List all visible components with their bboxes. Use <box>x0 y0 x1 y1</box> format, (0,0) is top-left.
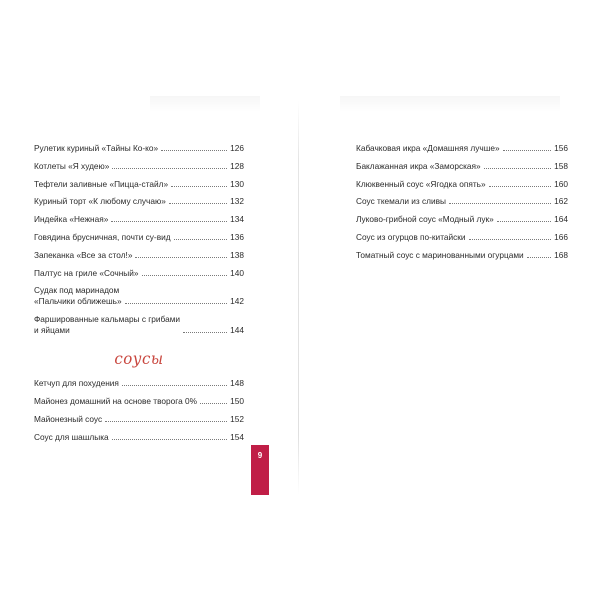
toc-entry[interactable] <box>34 250 244 261</box>
toc-entry-page-number: 166 <box>554 231 568 242</box>
toc-entry-title <box>356 196 446 207</box>
page-number-tab: 9 <box>251 445 269 495</box>
toc-entry-title-line: Майонезный соус <box>34 413 103 424</box>
toc-entry-title-line: Тефтели заливные «Пицца-стайл» <box>34 178 169 189</box>
toc-entry[interactable] <box>34 414 244 425</box>
toc-entry-title <box>34 179 168 190</box>
toc-entry-title-line: Говядина брусничная, почти су-вид <box>34 231 171 242</box>
toc-entry-page-number: 134 <box>230 214 244 225</box>
toc-entry-title <box>34 232 171 243</box>
toc-entry-title <box>34 314 180 336</box>
toc-entry-title-line: «Пальчики оближешь» <box>34 296 122 307</box>
toc-leader-dots <box>469 238 551 240</box>
toc-entry-page-number: 142 <box>230 296 244 307</box>
toc-leader-dots <box>169 202 227 204</box>
toc-entry-page-number: 162 <box>554 196 568 207</box>
toc-entry-title-line: Майонез домашний на основе творога 0% <box>34 395 197 406</box>
toc-entry-title <box>34 414 102 425</box>
toc-entry[interactable] <box>34 232 244 243</box>
toc-leader-dots <box>112 438 227 440</box>
toc-entry-page-number: 168 <box>554 249 568 260</box>
toc-entry-title-line: Кабачковая икра «Домашняя лучше» <box>356 143 500 153</box>
toc-leader-dots <box>125 302 227 304</box>
toc-leader-dots <box>497 220 551 222</box>
toc-entry[interactable] <box>34 268 244 279</box>
toc-leader-dots <box>142 274 227 276</box>
toc-entry-title-line: Баклажанная икра «Заморская» <box>356 160 481 171</box>
toc-entry[interactable] <box>356 214 568 225</box>
toc-entry-page-number: 132 <box>230 196 244 207</box>
toc-leader-dots <box>200 402 227 404</box>
toc-entry[interactable] <box>356 161 568 172</box>
toc-leader-dots <box>105 420 227 422</box>
toc-entry-title <box>34 432 109 443</box>
toc-entry-title <box>34 250 132 261</box>
toc-entry-page-number: 158 <box>554 160 568 171</box>
toc-entry-page-number: 152 <box>230 413 244 424</box>
toc-right-column <box>356 143 568 268</box>
toc-entry-title <box>34 196 166 207</box>
toc-leader-dots <box>489 185 551 187</box>
toc-leader-dots <box>122 384 227 386</box>
toc-entry-title <box>34 285 122 307</box>
toc-entry-title-line: Клюквенный соус «Ягодка опять» <box>356 178 486 189</box>
toc-entry-page-number: 156 <box>554 143 568 153</box>
toc-entry[interactable] <box>34 396 244 407</box>
toc-entry-title <box>356 161 481 172</box>
toc-entry-page-number: 126 <box>230 143 244 153</box>
toc-leader-dots <box>171 185 227 187</box>
toc-entry[interactable] <box>356 179 568 190</box>
toc-leader-dots <box>449 202 551 204</box>
toc-entry[interactable] <box>34 285 244 307</box>
toc-entry[interactable] <box>34 196 244 207</box>
toc-leader-dots <box>174 238 227 240</box>
toc-entry[interactable] <box>34 314 244 336</box>
toc-entry[interactable] <box>356 143 568 154</box>
toc-entry-title <box>356 214 494 225</box>
toc-entry-title-line: Томатный соус с маринованными огурцами <box>356 249 524 260</box>
toc-list-main-dishes <box>34 143 244 336</box>
toc-leader-dots <box>527 256 551 258</box>
toc-entry[interactable] <box>34 214 244 225</box>
toc-entry[interactable] <box>356 196 568 207</box>
toc-entry-title-line: Котлеты «Я худею» <box>34 160 110 171</box>
toc-entry-title-line: Соус из огурцов по-китайски <box>356 231 466 242</box>
toc-entry-title-line: Палтус на гриле «Сочный» <box>34 267 139 278</box>
toc-entry[interactable] <box>34 161 244 172</box>
toc-entry-title-line: Соус ткемали из сливы <box>356 196 446 207</box>
header-band-left <box>150 96 260 112</box>
toc-leader-dots <box>111 220 227 222</box>
toc-entry-page-number: 138 <box>230 249 244 260</box>
toc-entry-page-number: 154 <box>230 431 244 442</box>
toc-entry-page-number: 164 <box>554 214 568 225</box>
toc-entry-title <box>34 214 108 225</box>
section-heading-sauces: соусы <box>114 349 164 369</box>
toc-entry[interactable] <box>34 378 244 389</box>
toc-entry-title-line: Кетчуп для похудения <box>34 378 119 389</box>
toc-leader-dots <box>135 256 227 258</box>
toc-entry-title-line: и яйцами <box>34 325 70 336</box>
toc-entry-page-number: 148 <box>230 378 244 389</box>
toc-entry-title <box>356 179 486 190</box>
toc-entry-page-number: 130 <box>230 178 244 189</box>
toc-entry-title-line: Индейка «Нежная» <box>34 214 109 225</box>
toc-entry-title-line: Рулетик куриный «Тайны Ко-ко» <box>34 143 159 153</box>
toc-leader-dots <box>112 167 227 169</box>
toc-entry[interactable] <box>34 432 244 443</box>
header-band-right <box>340 96 560 112</box>
toc-entry-page-number: 144 <box>230 325 244 336</box>
toc-entry-title-line: Фаршированные кальмары с грибами <box>34 314 181 325</box>
toc-entry-title <box>34 268 139 279</box>
toc-list-sauces-continued <box>356 143 568 261</box>
toc-entry-title <box>356 232 466 243</box>
toc-leader-dots <box>161 149 227 151</box>
toc-entry-title-line: Запеканка «Все за стол!» <box>34 249 133 260</box>
toc-entry-page-number: 136 <box>230 231 244 242</box>
toc-leader-dots <box>183 331 227 333</box>
toc-entry-title <box>34 378 119 389</box>
toc-entry[interactable] <box>34 143 244 154</box>
toc-entry-title-line: Луково-грибной соус «Модный лук» <box>356 214 494 225</box>
toc-entry-page-number: 150 <box>230 395 244 406</box>
toc-leader-dots <box>503 149 551 151</box>
toc-entry-page-number: 160 <box>554 178 568 189</box>
toc-entry-title <box>34 143 158 154</box>
toc-entry[interactable] <box>34 179 244 190</box>
toc-entry[interactable] <box>356 250 568 261</box>
toc-entry-title <box>34 161 109 172</box>
toc-list-sauces <box>34 378 244 442</box>
toc-entry-title-line: Соус для шашлыка <box>34 431 109 442</box>
toc-entry-title-line: Судак под маринадом <box>34 285 120 296</box>
toc-entry-title <box>34 396 197 407</box>
toc-entry-title-line: Куриный торт «К любому случаю» <box>34 196 166 207</box>
toc-entry-title <box>356 250 524 261</box>
page-fold <box>298 100 299 495</box>
toc-leader-dots <box>484 167 551 169</box>
toc-entry[interactable] <box>356 232 568 243</box>
toc-entry-title <box>356 143 500 154</box>
toc-left-column <box>34 143 244 449</box>
toc-entry-page-number: 128 <box>230 160 244 171</box>
toc-entry-page-number: 140 <box>230 267 244 278</box>
